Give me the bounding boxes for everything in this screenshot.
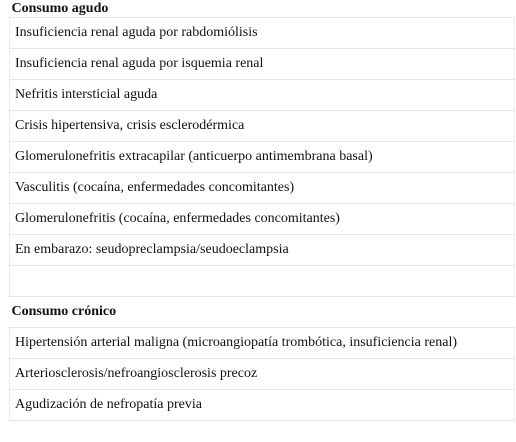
table-cell: Vasculitis (cocaína, enfermedades concomitantes) bbox=[10, 173, 515, 204]
section-header-row bbox=[10, 297, 515, 328]
table-cell: Hipertensión arterial maligna (microangiopatía trombótica, insuficiencia renal) bbox=[10, 328, 515, 359]
table-cell: Insuficiencia renal aguda por rabdomiólisis bbox=[10, 18, 515, 49]
table-cell: Nefritis intersticial aguda bbox=[10, 80, 515, 111]
table-cell: Insuficiencia renal aguda por isquemia renal bbox=[10, 49, 515, 80]
table-row bbox=[10, 328, 515, 359]
table-cell: En embarazo: seudopreclampsia/seudoeclampsia bbox=[10, 235, 515, 266]
empty-row bbox=[10, 266, 515, 297]
table-row bbox=[10, 204, 515, 235]
table-cell: Agudización de nefropatía previa bbox=[10, 390, 515, 421]
table-cell: Glomerulonefritis extracapilar (anticuerpo antimembrana basal) bbox=[10, 142, 515, 173]
section-heading-acute: Consumo agudo bbox=[10, 0, 515, 18]
table-cell: Crisis hipertensiva, crisis esclerodérmica bbox=[10, 111, 515, 142]
table-row bbox=[10, 359, 515, 390]
table-row bbox=[10, 142, 515, 173]
renal-complications-table bbox=[9, 0, 515, 421]
table-row bbox=[10, 80, 515, 111]
table-row bbox=[10, 173, 515, 204]
section-heading-chronic: Consumo crónico bbox=[10, 297, 515, 328]
table-row bbox=[10, 49, 515, 80]
table-row bbox=[10, 111, 515, 142]
table-cell: Arteriosclerosis/nefroangiosclerosis precoz bbox=[10, 359, 515, 390]
section-header-row bbox=[10, 0, 515, 18]
table-row bbox=[10, 18, 515, 49]
table-row bbox=[10, 235, 515, 266]
empty-cell bbox=[10, 266, 515, 297]
table-row bbox=[10, 390, 515, 421]
table-cell: Glomerulonefritis (cocaína, enfermedades concomitantes) bbox=[10, 204, 515, 235]
